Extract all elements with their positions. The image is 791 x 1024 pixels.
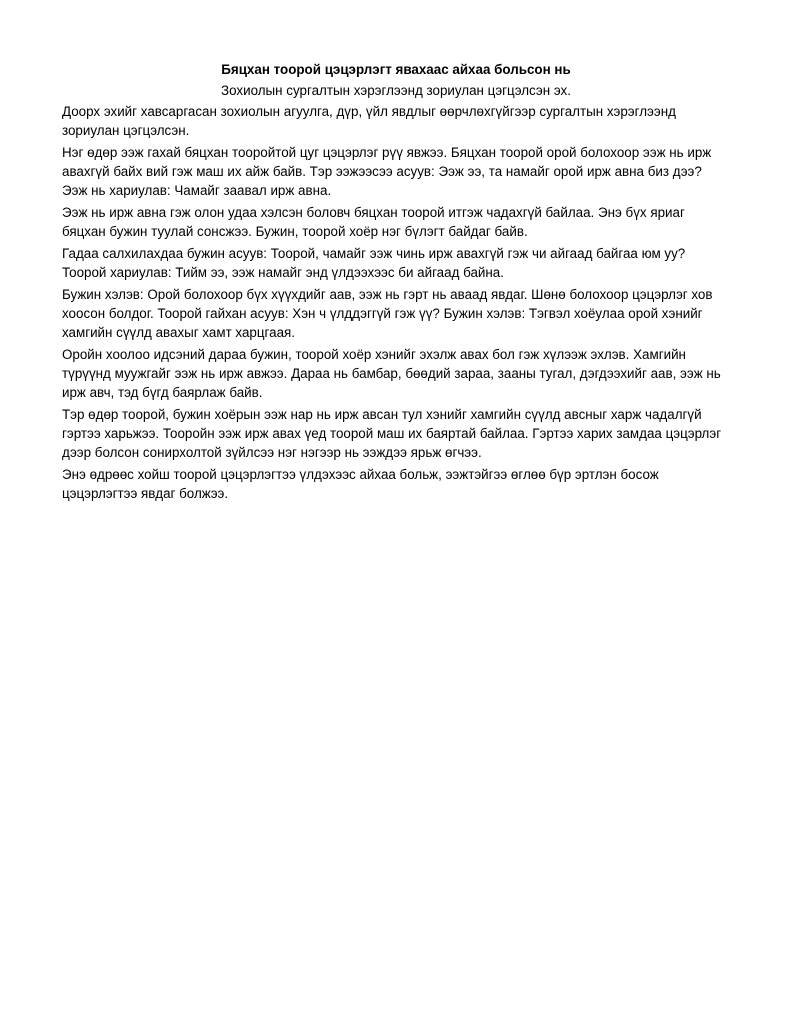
paragraph: Тэр өдөр тоорой, бужин хоёрын ээж нар нь ирж авсан тул хэнийг хамгийн сүүлд авсныг харж чадалгүй гэртээ харьжээ. Тооройн ээж ирж авах үед тоорой маш их баяртай байлаа. Гэртээ харих замдаа цэцэрлэг дээр болсон сонирхолтой зүйлсээ нэг нэгээр нь ээждээ ярьж өгчээ. [62,407,722,460]
document-body [62,60,730,506]
paragraph: Ээж нь ирж авна гэж олон удаа хэлсэн боловч бяцхан тоорой итгэж чадахгүй байлаа. Энэ бүх яриаг бяцхан бужин туулай сонсжээ. Бужин, тоорой хоёр нэг бүлэгт байдаг байв. [62,205,685,239]
document-subtitle: Зохиолын сургалтын хэрэглээнд зориулан цэгцэлсэн эх. [221,83,571,98]
paragraph: Доорх эхийг хавсаргасан зохиолын агуулга, дүр, үйл явдлыг өөрчлөхгүйгээр сургалтын хэрэглээнд зориулан цэгцэлсэн. [62,104,676,138]
paragraph: Гадаа салхилахдаа бужин асуув: Тоорой, чамайг ээж чинь ирж авахгүй гэж чи айгаад байгаа юм уу? Тоорой хариулав: Тийм ээ, ээж намайг энд үлдээхээс би айгаад байна. [62,246,686,280]
paragraph: Энэ өдрөөс хойш тоорой цэцэрлэгтээ үлдэхээс айхаа больж, ээжтэйгээ өглөө бүр эртлэн босож цэцэрлэгтээ явдаг болжээ. [62,467,659,501]
paragraph: Оройн хоолоо идсэний дараа бужин, тоорой хоёр хэнийг эхэлж авах бол гэж хүлээж эхлэв. Хамгийн түрүүнд муужгайг ээж нь ирж авжээ. Дараа нь бамбар, бөөдий зараа, зааны тугал, дэгдээхийг аав, ээж нь ирж авч, тэд бүгд баярлаж байв. [62,347,721,400]
paragraph: Бужин хэлэв: Орой болохоор бүх хүүхдийг аав, ээж нь гэрт нь аваад явдаг. Шөнө болохоор цэцэрлэг хов хоосон болдог. Тоорой гайхан асуув: Хэн ч үлддэггүй гэж үү? Бужин хэлэв: Тэгвэл хоёулаа орой хэнийг хамгийн сүүлд авахыг хамт харцгаая. [62,287,713,340]
paragraph: Нэг өдөр ээж гахай бяцхан тооройтой цуг цэцэрлэг рүү явжээ. Бяцхан тоорой орой болохоор ээж нь ирж авахгүй байх вий гэж маш их айж байв. Тэр ээжээсээ асуув: Ээж ээ, та намайг орой ирж авна биз дээ? Ээж нь хариулав: Чамайг заавал ирж авна. [62,145,712,198]
paragraph-list [62,102,730,503]
document-title: Бяцхан тоорой цэцэрлэгт явахаас айхаа больсон нь [221,62,571,77]
